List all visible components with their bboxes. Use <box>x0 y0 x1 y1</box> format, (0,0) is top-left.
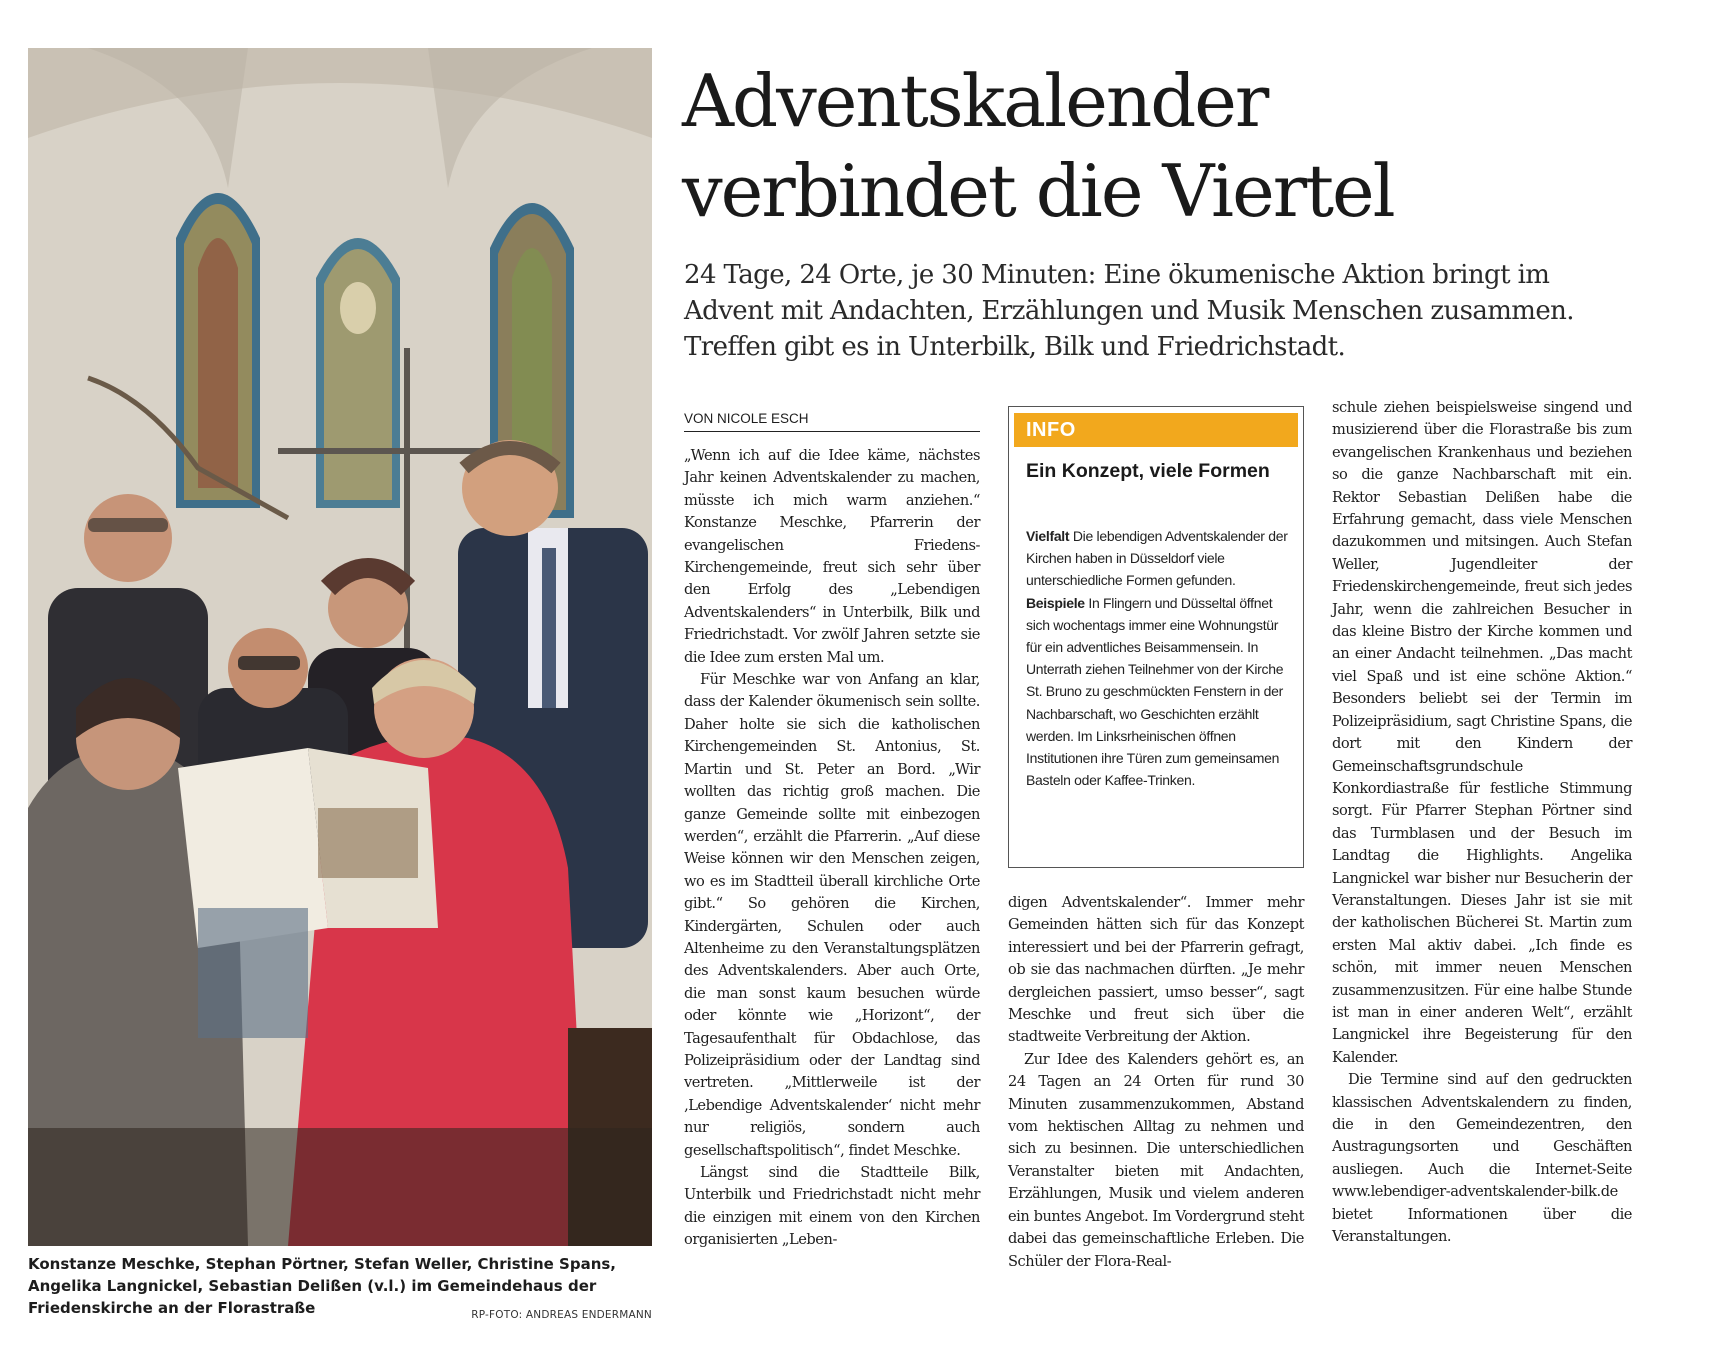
info-lead: Vielfalt <box>1026 528 1070 544</box>
article-paragraph: Zur Idee des Kalenders gehört es, an 24 Tagen an 24 Orten für rund 30 Minuten zusammenzukommen, Abstand vom hektischen Alltag zu nehmen und sich zu besinnen. Die unterschiedlichen Veranstalter bieten mit Andachten, Erzählungen, Musik und vielem anderen ein buntes Angebot. Im Vordergrund steht dabei das gemeinschaftliche Erleben. Die Schüler der Flora-Real- <box>1008 1050 1304 1270</box>
article-photo <box>28 48 652 1246</box>
headline-line: Adventskalender <box>682 59 1268 143</box>
info-body <box>1026 525 1296 791</box>
info-text: In Flingern und Düsseltal öffnet sich wochentags immer eine Wohnungstür für ein adventliches Beisammensein. In Unterrath ziehen Teilnehmer von der Kirche St. Bruno zu geschmückten Fenstern in der Nachbarschaft, wo Geschichten erzählt werden. Im Linksrheinischen öffnen Institutionen ihre Türen zum gemeinsamen Basteln oder Kaffee-Trinken. <box>1026 594 1284 789</box>
info-paragraph <box>1026 525 1296 592</box>
info-text: Die lebendigen Adventskalender der Kirchen haben in Düsseldorf viele unterschiedliche Formen gefunden. <box>1026 528 1288 589</box>
photo-caption: Konstanze Meschke, Stephan Pörtner, Stefan Weller, Christine Spans, Angelika Langnickel, Sebastian Delißen (v.l.) im Gemeindehaus der Friedenskirche an der Florastraße <box>28 1255 617 1317</box>
article-paragraph: Für Meschke war von Anfang an klar, dass der Kalender ökumenisch sein sollte. Daher holte sie sich die katholischen Kirchengemeinden St. Antonius, St. Martin und St. Peter an Bord. „Wir wollten das richtig groß machen. Die ganze Gemeinde sollte mit einbezogen werden“, erzählt die Pfarrerin. „Auf diese Weise können wir den Menschen zeigen, wo es im Stadtteil überall kirchliche Orte gibt.“ So gehören die Kirchen, Kindergärten, Schulen oder auch Altenheime zu den Veranstaltungsplätzen des Adventskalenders. Aber auch Orte, die man sonst kaum besuchen würde oder könnte wie „Horizont“, der Tagesaufenthalt für Obdachlose, das Polizeipräsidium oder der Landtag sind vertreten. „Mittlerweile ist der ‚Lebendige Adventskalender‘ nicht mehr nur religiös, sondern auch gesellschaftspolitisch“, findet Meschke. <box>684 671 980 1159</box>
article-deck <box>684 257 1664 365</box>
photo-credit: RP-FOTO: ANDREAS ENDERMANN <box>471 1309 652 1321</box>
article-paragraph: schule ziehen beispielsweise singend und musizierend über die Florastraße bis zum evangelischen Krankenhaus und beziehen so die ganze Nachbarschaft mit ein. Rektor Sebastian Delißen habe die Erfahrung gemacht, dass viele Menschen dazukommen und mitsingen. Auch Stefan Weller, Jugendleiter der Friedenskirchengemeinde, freut sich jedes Jahr, wenn die zahlreichen Besucher in das kleine Bistro der Kirche kommen und an einer Andacht teilnehmen. „Das macht viel Spaß und ist eine schöne Aktion.“ Besonders beliebt sei der Termin im Polizeipräsidium, sagt Christine Spans, die dort mit den Kindern der Gemeinschaftsgrundschule Konkordiastraße für festliche Stimmung sorgt. Für Pfarrer Stephan Pörtner sind das Turmblasen und der Besuch im Landtag die Highlights. Angelika Langnickel war bisher nur Besucherin der Veranstaltungen. Dieses Jahr ist sie mit der katholischen Bücherei St. Martin zum ersten Mal aktiv dabei. „Ich finde es schön, mit immer neuen Menschen zusammenzusitzen. Für eine halbe Stunde ist man in einer anderen Welt“, erzählt Langnickel ihre Begeisterung für den Kalender. <box>1332 399 1632 1066</box>
stained-glass-window-left <box>176 193 260 508</box>
info-tag: INFO <box>1014 413 1298 447</box>
stained-glass-window-center <box>316 238 400 508</box>
article-paragraph: Längst sind die Stadtteile Bilk, Unterbilk und Friedrichstadt nicht mehr die einzigen mit einem von den Kirchen organisierten „Leben- <box>684 1164 980 1249</box>
article-column-3 <box>1332 397 1632 1248</box>
byline: VON NICOLE ESCH <box>684 410 980 432</box>
article-paragraph: „Wenn ich auf die Idee käme, nächstes Jahr keinen Adventskalender zu machen, müsste ich mich warm anziehen.“ Konstanze Meschke, Pfarrerin der evangelischen Friedens-Kirchengemeinde, freut sich sehr über den Erfolg des „Lebendigen Adventskalenders“ in Unterbilk, Bilk und Friedrichstadt. Vor zwölf Jahren setzte sie die Idee zum ersten Mal um. <box>684 447 980 666</box>
headline-line: verbindet die Viertel <box>682 149 1394 233</box>
deck-line: Treffen gibt es in Unterbilk, Bilk und Friedrichstadt. <box>684 332 1346 362</box>
info-box <box>1008 406 1304 868</box>
article-column-1 <box>684 445 980 1252</box>
info-title: Ein Konzept, viele Formen <box>1026 460 1270 482</box>
article-paragraph: Die Termine sind auf den gedruckten klassischen Adventskalendern zu finden, die in den Gemeindezentren, den Austragungsorten und Geschäften ausliegen. Auch die Internet-Seite www.lebendiger-adventskalender-bilk.de bietet Informationen über die Veranstaltungen. <box>1332 1071 1632 1246</box>
info-lead: Beispiele <box>1026 594 1085 611</box>
article-paragraph: digen Adventskalender“. Immer mehr Gemeinden hätten sich für das Konzept interessiert und bei der Pfarrerin gefragt, ob sie das nachmachen dürften. „Je mehr dergleichen passiert, umso besser“, sagt Meschke und freut sich über die stadtweite Verbreitung der Aktion. <box>1008 894 1304 1046</box>
deck-line: 24 Tage, 24 Orte, je 30 Minuten: Eine ökumenische Aktion bringt im <box>684 260 1550 290</box>
deck-line: Advent mit Andachten, Erzählungen und Musik Menschen zusammen. <box>684 296 1574 326</box>
article-column-2 <box>1008 892 1304 1273</box>
info-paragraph <box>1026 592 1296 792</box>
article-headline <box>682 56 1642 236</box>
church-group-photo-illustration <box>28 48 652 1246</box>
